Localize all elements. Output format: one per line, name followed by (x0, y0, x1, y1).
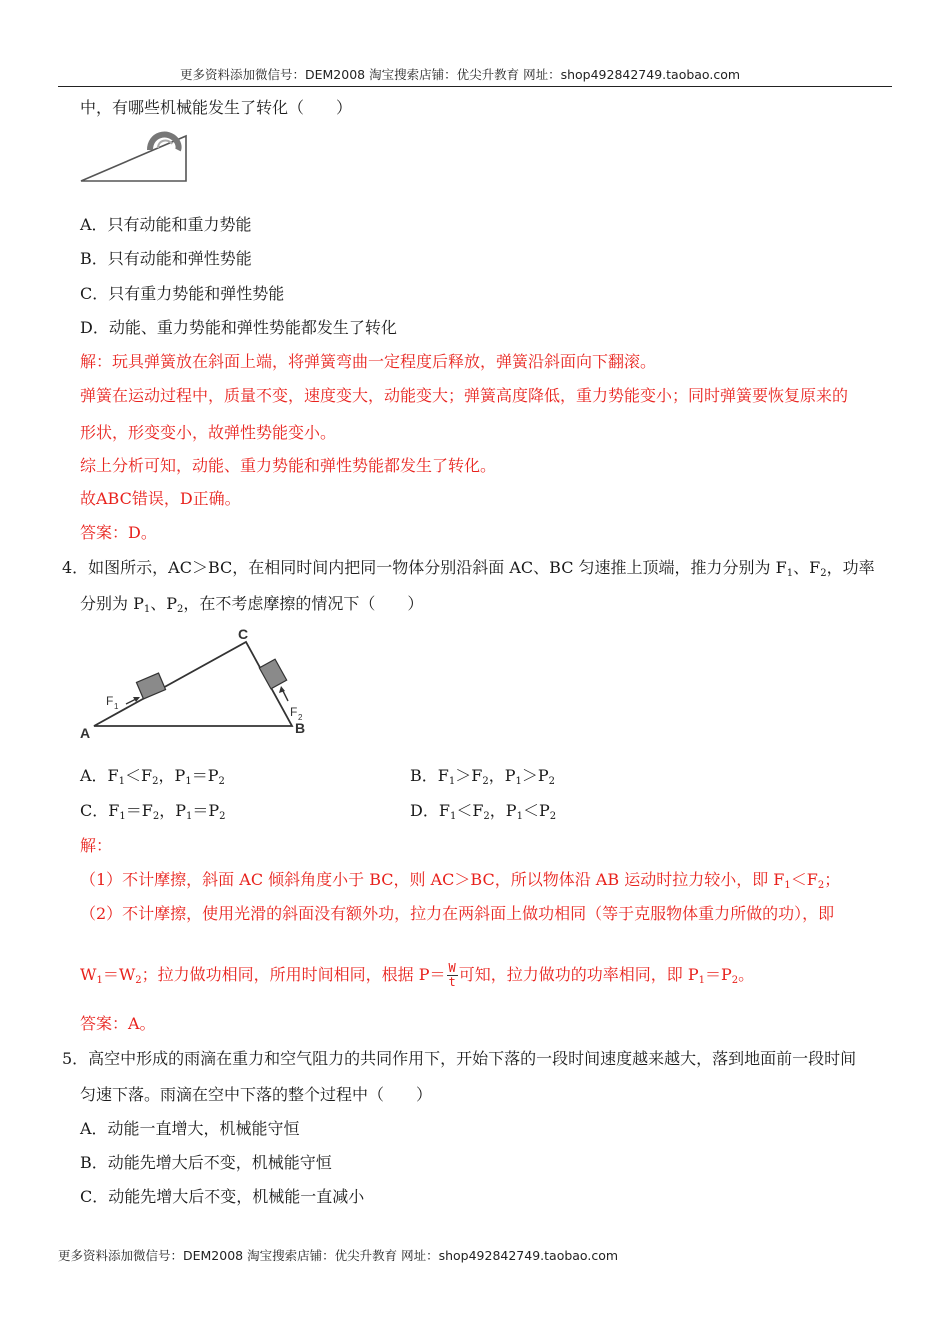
label-c: C (238, 626, 249, 642)
q3-option-c: C．只有重力势能和弹性势能 (80, 284, 285, 303)
header-rule (58, 86, 892, 87)
q4-stem-line-1: 4．如图所示，AC＞BC，在相同时间内把同一物体分别沿斜面 AC、BC 匀速推上顶端，推力分别为 $F_1$、$F_2$，功率 (62, 558, 875, 579)
triangle-acb (94, 642, 292, 726)
label-f2: F (290, 705, 298, 719)
q4-triangle-figure (78, 625, 338, 743)
q4-option-d: D．$F_1<F_2$，$P_1<P_2$ (410, 801, 557, 822)
q4-solution-head: 解： (80, 836, 113, 855)
page-footer: 更多资料添加微信号：DEM2008 淘宝搜索店铺：优尖升教育 网址：shop492842749.taobao.com (58, 1248, 619, 1263)
q4-solution-step-2: （2）不计摩擦，使用光滑的斜面没有额外功，拉力在两斜面上做功相同（等于克服物体重力所做的功），即 (80, 904, 835, 923)
q3-solution-line-1: 解：玩具弹簧放在斜面上端，将弹簧弯曲一定程度后释放，弹簧沿斜面向下翻滚。 (80, 352, 657, 371)
q4-option-a: A．$F_1<F_2$，$P_1=P_2$ (80, 766, 225, 787)
label-b: B (295, 720, 306, 736)
label-a: A (80, 725, 91, 741)
q4-solution-step-3: $W_1=W_2$；拉力做功相同，所用时间相同，根据 P＝ $\frac{W}{t}$ 可知，拉力做功的功率相同，即 $P_1=P_2$。 (80, 961, 755, 989)
label-f1: F (106, 694, 114, 708)
q3-solution-line-3: 形状，形变变小，故弹性势能变小。 (80, 423, 337, 442)
spring-toy-icon (150, 135, 179, 150)
svg-text:1: 1 (114, 702, 119, 711)
svg-text:2: 2 (298, 713, 303, 722)
q3-answer: 答案：D。 (80, 523, 157, 542)
block-on-bc (259, 659, 286, 689)
q4-option-c: C．$F_1=F_2$，$P_1=P_2$ (80, 801, 226, 822)
power-formula-fraction: $\frac{W}{t}$ (448, 961, 456, 989)
q5-stem-line-1: 5．高空中形成的雨滴在重力和空气阻力的共同作用下，开始下落的一段时间速度越来越大，落到地面前一段时间 (62, 1049, 857, 1068)
q3-solution-line-2: 弹簧在运动过程中，质量不变，速度变大，动能变大；弹簧高度降低，重力势能变小；同时弹簧要恢复原来的 (80, 386, 849, 405)
q4-stem-line-2: 分别为 $P_1$、$P_2$，在不考虑摩擦的情况下（ ） (80, 594, 424, 615)
q5-option-a: A．动能一直增大，机械能守恒 (80, 1119, 300, 1138)
q3-solution-line-4: 综上分析可知，动能、重力势能和弹性势能都发生了转化。 (80, 456, 497, 475)
q3-option-b: B．只有动能和弹性势能 (80, 249, 252, 268)
q3-solution-line-5: 故ABC错误，D正确。 (80, 489, 241, 508)
q3-option-a: A．只有动能和重力势能 (80, 215, 252, 234)
q3-incline-figure (78, 128, 188, 184)
q3-stem-tail: 中，有哪些机械能发生了转化（ ） (80, 98, 353, 117)
q5-option-c: C．动能先增大后不变，机械能一直减小 (80, 1187, 365, 1206)
page-header: 更多资料添加微信号：DEM2008 淘宝搜索店铺：优尖升教育 网址：shop492842749.taobao.com (180, 67, 741, 82)
q4-option-b: B．$F_1>F_2$，$P_1>P_2$ (410, 766, 556, 787)
q5-option-b: B．动能先增大后不变，机械能守恒 (80, 1153, 332, 1172)
q3-option-d: D．动能、重力势能和弹性势能都发生了转化 (80, 318, 397, 337)
q4-solution-step-1: （1）不计摩擦，斜面 AC 倾斜角度小于 BC，则 AC＞BC，所以物体沿 AB 运动时拉力较小，即 $F_1<F_2$； (80, 870, 841, 891)
block-on-ac (136, 673, 165, 699)
q4-answer: 答案：A。 (80, 1014, 156, 1033)
q5-stem-line-2: 匀速下落。雨滴在空中下落的整个过程中（ ） (80, 1085, 433, 1104)
